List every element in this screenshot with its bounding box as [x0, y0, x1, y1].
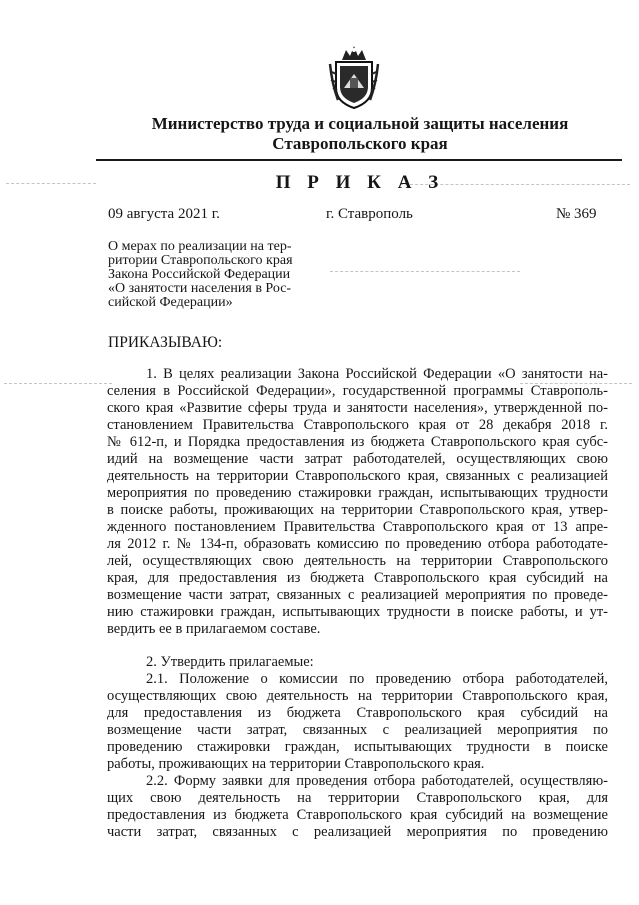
paragraph-line: селения в Российской Федерации», государственной программы Ставрополь-	[107, 383, 608, 399]
document-date: 09 августа 2021 г.	[108, 206, 220, 222]
paragraph-line: 1. В целях реализации Закона Российской Федерации «О занятости на-	[146, 366, 608, 382]
paragraph-line: щих свою деятельность на территории Ставропольского края, для	[107, 790, 608, 806]
paragraph-line: идий на возмещение части затрат работодателей, осуществляющих свою	[107, 451, 608, 467]
document-city: г. Ставрополь	[326, 206, 413, 222]
orders-heading: ПРИКАЗЫВАЮ:	[108, 334, 223, 351]
paragraph-line: становлением Правительства Ставропольского края от 28 декабря 2018 г.	[107, 417, 608, 433]
paragraph-line: осуществляющих свою деятельность на территории Ставропольского края,	[107, 688, 608, 704]
ministry-name-line2: Ставропольского края	[272, 134, 448, 153]
paragraph-line: № 612-п, и Порядка предоставления из бюджета Ставропольского края субс-	[107, 434, 608, 450]
paragraph-line: жденного постановлением Правительства Ставропольского края от 13 апре-	[107, 519, 608, 535]
subject-line: Закона Российской Федерации	[108, 267, 291, 282]
subject-line: ритории Ставропольского края	[108, 253, 293, 268]
paragraph-line: в поиске работы, проживающих на территории Ставропольского края, утвер-	[107, 502, 608, 518]
paragraph-line: деятельность на территории Ставропольского края, связанных с реализацией	[107, 468, 608, 484]
scan-artifact-line	[4, 383, 112, 384]
paragraph-line: 2. Утвердить прилагаемые:	[146, 654, 314, 670]
paragraph-line: предоставления из бюджета Ставропольского края субсидий на возмещение	[107, 807, 608, 823]
paragraph-line: возмещение части затрат, связанных с реализацией мероприятия по проведе-	[107, 587, 608, 603]
paragraph-line: ского края «Развитие сферы труда и занятости населения», утвержденной по-	[107, 400, 608, 416]
coat-of-arms-emblem-icon	[328, 44, 380, 110]
paragraph-line: 2.1. Положение о комиссии по проведению отбора работодателей,	[146, 671, 608, 687]
paragraph-line: вердить ее в прилагаемом составе.	[107, 621, 321, 637]
document-number: № 369	[556, 206, 597, 222]
paragraph-line: возмещение части затрат, связанных с реализацией мероприятия по	[107, 722, 608, 738]
subject-line: сийской Федерации»	[108, 295, 233, 310]
paragraph-line: нию стажировки граждан, испытывающих трудности в поиске работы, и ут-	[107, 604, 608, 620]
subject-line: «О занятости населения в Рос-	[108, 281, 292, 296]
header-rule	[96, 159, 622, 161]
paragraph-line: лей, осуществляющих свою деятельность на территории Ставропольского	[107, 553, 608, 569]
paragraph-line: проведению стажировки граждан, испытывающих трудности в поиске	[107, 739, 608, 755]
paragraph-line: ля 2012 г. № 134-п, образовать комиссию по проведению отбора работодате-	[107, 536, 608, 552]
paragraph-line: работы, проживающих на территории Ставропольского края.	[107, 756, 485, 772]
ministry-name-line1: Министерство труда и социальной защиты населения	[151, 114, 569, 133]
document-type-title: П Р И К А З	[275, 172, 445, 193]
subject-line: О мерах по реализации на тер-	[108, 239, 292, 254]
scan-artifact-line	[6, 183, 96, 184]
paragraph-line: части затрат, связанных с реализацией мероприятия по проведению	[107, 824, 608, 840]
paragraph-line: для предоставления из бюджета Ставропольского края субсидий на	[107, 705, 608, 721]
scan-artifact-line	[330, 271, 520, 272]
paragraph-line: 2.2. Форму заявки для проведения отбора работодателей, осуществляю-	[146, 773, 608, 789]
paragraph-line: края, для предоставления из бюджета Ставропольского края субсидий на	[107, 570, 608, 586]
paragraph-line: мероприятия по проведению стажировки граждан, испытывающих трудности	[107, 485, 608, 501]
